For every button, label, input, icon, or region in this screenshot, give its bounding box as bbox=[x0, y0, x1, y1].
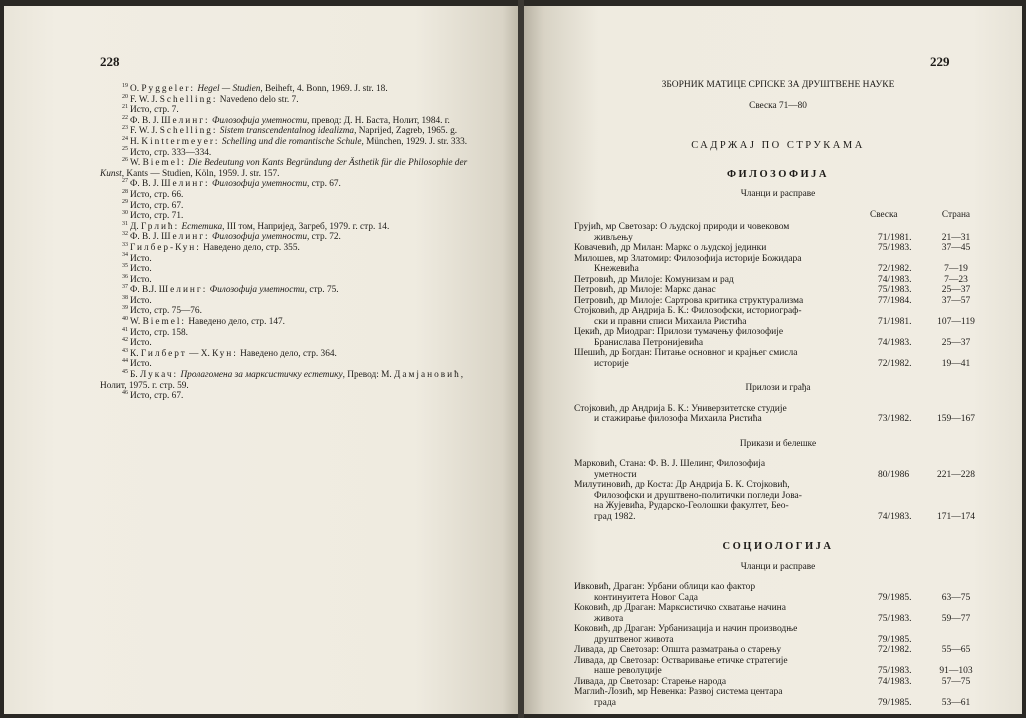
footnote-text: Наведено дело, стр. 355. bbox=[200, 242, 300, 253]
entry-text: Шешић, др Богдан: Питање основног и крајњег смисла bbox=[574, 348, 798, 358]
index-row bbox=[574, 512, 982, 523]
entry-pages: 25—37 bbox=[941, 285, 971, 295]
index-row bbox=[574, 687, 982, 698]
index-row bbox=[574, 666, 982, 677]
page-number-left: 228 bbox=[100, 54, 120, 69]
footnote-text: , стр. 67. bbox=[307, 179, 341, 190]
footnote-number: 29 bbox=[122, 199, 128, 206]
footnote-text: Ф. В. Ј. bbox=[130, 179, 162, 190]
entry-pages: 25—37 bbox=[941, 337, 971, 348]
footnote-text: Исто. bbox=[130, 264, 152, 275]
footnote bbox=[100, 328, 480, 339]
entry-pages: 7—23 bbox=[944, 274, 968, 285]
entry-pages: 53—61 bbox=[941, 697, 971, 708]
subsection-title: Прилози и грађа bbox=[745, 383, 811, 393]
footnote-number: 36 bbox=[122, 273, 128, 280]
entry-text: Стојковић, др Андрија Б. К.: Универзитетске студије bbox=[574, 403, 787, 414]
footnote-text: Филозофија уметности bbox=[211, 115, 308, 126]
index-row bbox=[574, 677, 982, 688]
entry-text: и стажирање филозофа Михаила Ристића bbox=[594, 414, 762, 424]
footnote-text: Шелинг: bbox=[161, 115, 210, 126]
footnote-text: W. bbox=[130, 317, 143, 328]
footnote-number: 30 bbox=[122, 210, 128, 217]
footnote-text: W. bbox=[130, 158, 143, 169]
index-row bbox=[574, 645, 982, 656]
index-row bbox=[574, 306, 982, 317]
entry-pages: 159—167 bbox=[937, 414, 975, 424]
section-title: ФИЛОЗОФИЈА bbox=[726, 168, 830, 180]
entry-pages: 221—228 bbox=[937, 469, 975, 480]
footnotes bbox=[100, 84, 480, 402]
entry-issue: 72/1982. bbox=[878, 264, 912, 274]
footnote-text: Biemel: bbox=[142, 158, 187, 169]
footnote-text: Исто. bbox=[130, 338, 152, 349]
footnote-number: 34 bbox=[122, 252, 128, 259]
entry-pages: 37—45 bbox=[941, 243, 971, 253]
footnote-number: 43 bbox=[122, 347, 128, 354]
index-row bbox=[574, 317, 982, 328]
footnote-text: Schelling und die romantische Schule bbox=[221, 136, 362, 147]
entry-text: живота bbox=[594, 613, 624, 624]
index-row bbox=[574, 459, 982, 470]
footnote bbox=[100, 211, 480, 222]
index-sections bbox=[574, 170, 982, 715]
footnote-text: Ф. В.Ј. bbox=[130, 285, 159, 296]
footnote-number: 42 bbox=[122, 337, 128, 344]
subsection-title: Прикази и белешке bbox=[739, 438, 817, 449]
footnote-text: , Нолит, 1975. г. стр. 59. bbox=[100, 370, 464, 391]
footnote-text: Kinttermeyer: bbox=[141, 136, 220, 147]
footnote-text: К. bbox=[130, 348, 141, 359]
entry-issue: 79/1985. bbox=[878, 592, 912, 603]
footnote bbox=[100, 126, 480, 137]
footnote-number: 44 bbox=[122, 358, 128, 365]
footnote-text: , Kants — Studien, Köln, 1959. J. str. 157. bbox=[121, 168, 280, 179]
footnote bbox=[100, 148, 480, 159]
left-page bbox=[4, 6, 518, 714]
index-row bbox=[574, 656, 982, 667]
entry-text: град 1982. bbox=[594, 511, 636, 522]
entry-issue: 80/1986 bbox=[878, 469, 910, 480]
entry-text: историје bbox=[594, 358, 629, 369]
footnote-text: Исто, стр. 158. bbox=[130, 327, 188, 338]
spacer bbox=[574, 425, 982, 439]
footnote-text: Дамјановић bbox=[394, 370, 461, 381]
entry-issue: 79/1985. bbox=[878, 697, 912, 708]
entry-text: ски и правни списи Михаила Ристића bbox=[594, 316, 747, 327]
index-row bbox=[574, 296, 982, 307]
entry-text: Кнежевића bbox=[594, 264, 639, 274]
entry-issue: 73/1982. bbox=[878, 414, 912, 424]
entry-text: Филозофски и друштвено-политички погледи Јова- bbox=[594, 490, 802, 501]
entry-issue: 74/1983. bbox=[878, 511, 912, 522]
subsection-title: Чланци и расправе bbox=[740, 561, 816, 572]
footnote-text: , Превод: М. bbox=[342, 370, 395, 381]
footnote-text: Филозофија уметности bbox=[211, 179, 308, 190]
index-row bbox=[574, 480, 982, 491]
footnote-number: 35 bbox=[122, 263, 128, 269]
index-row bbox=[574, 338, 982, 349]
entry-text: Ивковић, Драган: Урбани облици као фактор bbox=[574, 582, 756, 592]
footnote-text: Исто, стр. 7. bbox=[130, 105, 179, 116]
index-row bbox=[574, 275, 982, 286]
index-row bbox=[574, 254, 982, 265]
footnote-text: Филозофија уметности bbox=[209, 285, 305, 296]
entry-text: Ковачевић, др Милан: Маркс о људској јединки bbox=[574, 243, 767, 253]
entry-text: Стојковић, др Андрија Б. К.: Филозофски, историограф- bbox=[574, 306, 802, 316]
footnote bbox=[100, 306, 480, 317]
spacer bbox=[574, 369, 982, 383]
footnote-text: , стр. 75. bbox=[304, 285, 339, 296]
entry-text: живљењу bbox=[594, 232, 633, 243]
footnote-text: Sistem transcendentalnog idealizma bbox=[219, 126, 355, 137]
entry-issue: 75/1983. bbox=[878, 285, 912, 295]
footnote bbox=[100, 232, 480, 243]
entry-text: Ливада, др Светозар: Општа разматрања о старењу bbox=[574, 645, 782, 655]
footnote bbox=[100, 222, 480, 233]
footnote bbox=[100, 201, 480, 212]
footnote-number: 45 bbox=[122, 368, 128, 375]
entry-issue: 71/1981. bbox=[878, 316, 912, 327]
footnote-text: Наведено дело, стр. 147. bbox=[186, 317, 285, 328]
footnote-text: , Naprijed, Zagreb, 1965. g. bbox=[354, 126, 458, 137]
entry-text: Милошев, мр Златомир: Филозофија историје Божидара bbox=[574, 253, 802, 264]
entry-text: Ливада, др Светозар: Остваривање етичке стратегије bbox=[574, 655, 788, 666]
footnote-text: Schelling: bbox=[159, 126, 218, 137]
footnote-text: Исто. bbox=[130, 274, 152, 285]
footnote-text: Исто, стр. 75—76. bbox=[130, 306, 202, 317]
footnote-number: 32 bbox=[122, 231, 128, 238]
entry-issue: 72/1982. bbox=[878, 358, 912, 369]
footnote-number: 39 bbox=[122, 305, 128, 312]
index-row bbox=[574, 348, 982, 359]
entry-text: Коковић, др Драган: Урбанизација и начин производње bbox=[574, 624, 798, 634]
issues-range: Свеска 71—80 bbox=[749, 100, 807, 111]
footnote-text: Biemel: bbox=[142, 317, 187, 328]
entry-issue: 75/1983. bbox=[878, 243, 912, 253]
index-row bbox=[574, 327, 982, 338]
entry-pages: 91—103 bbox=[939, 666, 973, 676]
entry-text: Петровић, др Милоје: Сартрова критика структурализма bbox=[574, 295, 804, 306]
footnote-number: 33 bbox=[122, 241, 128, 248]
entry-text: Ливада, др Светозар: Старење народа bbox=[574, 676, 727, 687]
footnote-number: 37 bbox=[122, 284, 128, 291]
entry-issue: 79/1985. bbox=[878, 634, 912, 645]
footnote-number: 19 bbox=[122, 82, 128, 89]
footnote-text: Исто, стр. 333—334. bbox=[130, 147, 212, 158]
entry-pages: 59—77 bbox=[941, 613, 971, 624]
index-row bbox=[574, 470, 982, 481]
entry-text: града bbox=[594, 697, 616, 708]
index-row bbox=[574, 624, 982, 635]
index-row bbox=[574, 359, 982, 370]
entry-issue: 77/1984. bbox=[878, 295, 912, 306]
entry-text: Коковић, др Драган: Марксистичко схватање начина bbox=[574, 603, 786, 613]
footnote-number: 40 bbox=[122, 315, 128, 322]
footnote-text: Ф. В. Ј. bbox=[130, 115, 162, 126]
footnote-text: , стр. 72. bbox=[307, 232, 341, 243]
index-row bbox=[574, 243, 982, 254]
right-page bbox=[524, 6, 1022, 714]
spacer bbox=[574, 522, 982, 542]
footnote bbox=[100, 137, 480, 148]
entry-text: Марковић, Стана: Ф. В. Ј. Шелинг, Филозофија bbox=[574, 459, 766, 469]
footnote bbox=[100, 95, 480, 106]
entry-pages: 63—75 bbox=[941, 592, 971, 603]
index-row bbox=[574, 414, 982, 425]
footnote-number: 31 bbox=[122, 220, 128, 227]
footnote-text: Филозофија уметности bbox=[211, 232, 308, 243]
footnote-text: , München, 1929. J. str. 333. bbox=[361, 136, 468, 147]
footnote-text: Исто, стр. 66. bbox=[130, 189, 184, 200]
category-title: САДРЖАЈ ПО СТРУКАМА bbox=[691, 140, 865, 151]
index-row bbox=[574, 264, 982, 275]
footnote-text: Исто. bbox=[130, 253, 152, 264]
footnote bbox=[100, 275, 480, 286]
footnote bbox=[100, 349, 480, 360]
footnote-text: , Beiheft, 4. Bonn, 1969. J. str. 18. bbox=[260, 84, 388, 94]
index-row bbox=[574, 222, 982, 233]
entry-issue: 74/1983. bbox=[878, 676, 912, 687]
footnote-number: 23 bbox=[122, 125, 128, 132]
footnote-number: 26 bbox=[122, 157, 128, 164]
footnote bbox=[100, 179, 480, 190]
footnote bbox=[100, 359, 480, 370]
index-content bbox=[574, 80, 982, 714]
entry-pages: 171—174 bbox=[937, 511, 975, 522]
footnote-text: , превод: Д. Н. Баста, Нолит, 1984. г. bbox=[307, 115, 450, 126]
footnote-text: — Х. bbox=[186, 348, 213, 359]
index-row bbox=[574, 582, 982, 593]
footnote-number: 46 bbox=[122, 390, 128, 397]
entry-text: наше револуције bbox=[594, 666, 662, 676]
footnote-text: Исто, стр. 67. bbox=[130, 391, 184, 402]
entry-issue: 71/1981. bbox=[878, 232, 912, 243]
footnote-text: Ф. В. Ј. bbox=[130, 232, 162, 243]
section-title: СОЦИОЛОГИЈА bbox=[722, 541, 834, 552]
footnote-text: Гилберт bbox=[140, 348, 187, 359]
entry-text: Петровић, др Милоје: Маркс данас bbox=[574, 285, 716, 295]
index-row bbox=[574, 491, 982, 502]
entry-text: Бранислава Петронијевића bbox=[594, 337, 704, 348]
page-number-right: 229 bbox=[930, 54, 950, 69]
entry-text: друштвеног живота bbox=[594, 634, 674, 645]
footnote-text: Гилбер-Кун: bbox=[130, 242, 201, 253]
footnote-text: Navedeno delo str. 7. bbox=[217, 94, 299, 105]
column-spacer bbox=[574, 210, 860, 221]
footnote-number: 21 bbox=[122, 104, 128, 111]
entry-text: Цекић, др Миодраг: Прилози тумачењу филозофије bbox=[574, 327, 784, 337]
footnote-text: Естетика bbox=[181, 221, 223, 232]
footnote-number: 25 bbox=[122, 146, 128, 153]
footnote-number: 41 bbox=[122, 326, 128, 333]
footnote bbox=[100, 317, 480, 328]
footnote bbox=[100, 116, 480, 127]
footnote-text: Грлић: bbox=[141, 221, 180, 232]
footnote-text: Hegel — Studien bbox=[197, 84, 261, 94]
index-row bbox=[574, 593, 982, 604]
footnote-text: Pyggeler: bbox=[141, 84, 196, 94]
column-headers bbox=[574, 210, 982, 221]
entry-pages: 55—65 bbox=[941, 645, 971, 655]
index-row bbox=[574, 285, 982, 296]
footnote-text: Die Bedeutung von Kants Begründung der Ästhetik für die Philosophie der Kunst bbox=[100, 158, 468, 179]
entry-pages: 57—75 bbox=[941, 676, 971, 687]
footnote bbox=[100, 190, 480, 201]
entry-text: Петровић, др Милоје: Комунизам и рад bbox=[574, 274, 734, 285]
subsection-title: Чланци и расправе bbox=[740, 189, 816, 199]
footnote-number: 27 bbox=[122, 178, 128, 185]
footnote bbox=[100, 254, 480, 265]
footnote-text: Пролагомена за марксистичку естетику bbox=[180, 370, 343, 381]
footnote bbox=[100, 370, 480, 391]
footnote-text: F. W. J. bbox=[130, 94, 160, 105]
footnote-text: Наведено дело, стр. 364. bbox=[237, 348, 337, 359]
entry-issue: 72/1982. bbox=[878, 645, 912, 655]
entry-issue: 75/1983. bbox=[878, 666, 912, 676]
footnote bbox=[100, 158, 480, 179]
entry-issue: 75/1983. bbox=[878, 613, 912, 624]
column-header-issue: Свеска bbox=[870, 209, 898, 220]
footnote-text: O. bbox=[130, 84, 142, 94]
entry-text: Милутиновић, др Коста: Др Андрија Б. К. Стојковић, bbox=[574, 480, 790, 490]
footnote-text: Шелинг: bbox=[158, 285, 208, 296]
footnote bbox=[100, 84, 480, 95]
footnote-number: 28 bbox=[122, 188, 128, 195]
entry-text: на Жујевића, Рударско-Геолошки факултет, Бео- bbox=[594, 501, 789, 511]
footnote bbox=[100, 264, 480, 275]
footnote-text: F. W. J. bbox=[130, 126, 160, 137]
entry-text: Маглић-Лозић, мр Невенка: Развој система центара bbox=[574, 687, 783, 697]
entry-pages: 19—41 bbox=[941, 358, 971, 369]
entry-pages: 107—119 bbox=[937, 316, 975, 327]
footnote-text: Исто, стр. 67. bbox=[130, 200, 184, 211]
entry-pages: 21—31 bbox=[941, 232, 971, 243]
entry-issue: 74/1983. bbox=[878, 337, 912, 348]
footnote-text: Исто, стр. 71. bbox=[130, 211, 184, 222]
index-row bbox=[574, 233, 982, 244]
index-row bbox=[574, 635, 982, 646]
footnote-number: 20 bbox=[122, 93, 128, 100]
footnote bbox=[100, 391, 480, 402]
footnote bbox=[100, 296, 480, 307]
footnote-text: Лукач: bbox=[140, 370, 179, 381]
entry-text: уметности bbox=[594, 469, 637, 480]
entry-text: Грујић, мр Светозар: О људској природи и човековом bbox=[574, 222, 790, 232]
footnote-text: Шелинг: bbox=[161, 179, 210, 190]
index-row bbox=[574, 501, 982, 512]
footnote-number: 22 bbox=[122, 114, 128, 121]
footnote bbox=[100, 338, 480, 349]
index-row bbox=[574, 614, 982, 625]
entry-pages: 37—57 bbox=[941, 295, 971, 306]
footnote-text: , III том, Напријед, Загреб, 1979. г. стр. 14. bbox=[222, 221, 390, 232]
footnote-text: Б. bbox=[130, 370, 140, 381]
index-row bbox=[574, 603, 982, 614]
footnote bbox=[100, 243, 480, 254]
footnote-text: Д. bbox=[130, 221, 141, 232]
footnote bbox=[100, 285, 480, 296]
footnote-text: Исто. bbox=[130, 295, 152, 306]
footnote-text: Исто. bbox=[130, 359, 152, 370]
footnote-number: 38 bbox=[122, 294, 128, 301]
spacer bbox=[574, 708, 982, 714]
index-row bbox=[574, 698, 982, 709]
entry-text: континуитета Новог Сада bbox=[594, 592, 699, 603]
footnote-text: H. bbox=[130, 136, 142, 147]
footnote bbox=[100, 105, 480, 116]
footnote-text: Кун: bbox=[212, 348, 238, 359]
column-header-page: Страна bbox=[941, 209, 971, 220]
footnote-number: 24 bbox=[122, 135, 128, 142]
index-row bbox=[574, 404, 982, 415]
footnote-text: Schelling: bbox=[159, 94, 218, 105]
entry-issue: 74/1983. bbox=[878, 274, 912, 285]
journal-title: ЗБОРНИК МАТИЦЕ СРПСКЕ ЗА ДРУШТВЕНЕ НАУКЕ bbox=[661, 80, 895, 90]
footnote-text: Шелинг: bbox=[161, 232, 210, 243]
entry-pages: 7—19 bbox=[944, 264, 968, 274]
